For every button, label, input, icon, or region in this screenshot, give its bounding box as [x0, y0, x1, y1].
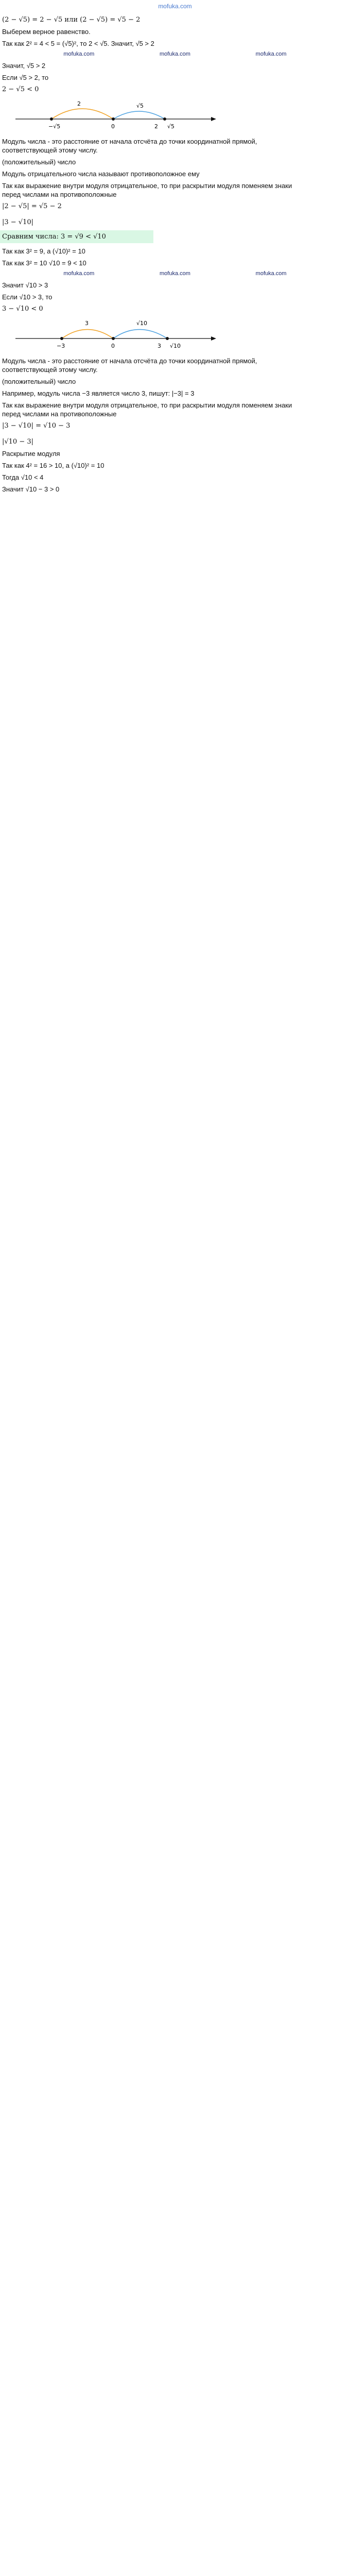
- nl-label: −3: [57, 343, 65, 349]
- watermark: mofuka.com: [255, 51, 287, 57]
- watermark: mofuka.com: [160, 270, 190, 277]
- problem3-header: |√10 − 3|: [2, 438, 34, 446]
- problem2-sub1: Так как 3² = 9, a (√10)² = 10: [2, 247, 85, 255]
- nl-label: 2: [154, 123, 158, 130]
- brand-header[interactable]: mofuka.com: [158, 3, 192, 10]
- watermark-row: [0, 50, 350, 59]
- nl-label: −√5: [48, 123, 61, 130]
- problem1-header: (2 − √5) = 2 − √5 или (2 − √5) = √5 − 2: [2, 16, 141, 24]
- problem1-result: |2 − √5| = √5 − 2: [2, 202, 62, 210]
- number-line-2: [5, 318, 221, 352]
- problem1-step5: 2 − √5 < 0: [2, 86, 39, 93]
- problem2-sub4: Если √10 > 3, то: [2, 293, 52, 301]
- page: [0, 0, 350, 511]
- problem1-rule: Так как выражение внутри модуля отрицательное, то при раскрытии модуля поменяем знаки перед числами на противоположные: [2, 182, 292, 198]
- watermark-row: [0, 269, 350, 279]
- nl-label: √5: [167, 123, 175, 130]
- problem2-positive-note: (положительный) число: [2, 378, 76, 385]
- problem2-header: |3 − √10|: [2, 218, 34, 226]
- problem1-step3: Значит, √5 > 2: [2, 62, 46, 70]
- problem2-result: |3 − √10| = √10 − 3: [2, 422, 71, 430]
- problem2-sub5: 3 − √10 < 0: [2, 305, 43, 313]
- nl-label: 0: [111, 123, 115, 130]
- watermark: mofuka.com: [63, 270, 95, 277]
- number-line-1: [5, 98, 221, 132]
- problem3-step3: Тогда √10 < 4: [2, 473, 44, 481]
- problem2-neg-note: Например, модуль числа −3 является число 3, пишут: |−3| = 3: [2, 389, 195, 397]
- nl-label: 3: [157, 343, 161, 349]
- arc-label: √10: [136, 320, 148, 327]
- nl-label: √10: [170, 343, 181, 349]
- watermark: mofuka.com: [160, 51, 190, 57]
- arc-label: √5: [136, 103, 144, 109]
- problem2-rule: Так как выражение внутри модуля отрицательное, то при раскрытии модуля поменяем знаки перед числами на противоположные: [2, 401, 292, 418]
- problem3-step1: Раскрытие модуля: [2, 450, 60, 457]
- problem2-module-def: Модуль числа - это расстояние от начала отсчёта до точки координатной прямой, соответствующей этому числу.: [2, 357, 257, 374]
- problem3-step2: Так как 4² = 16 > 10, а (√10)² = 10: [2, 462, 104, 469]
- problem1-step1: Выберем верное равенство.: [2, 28, 91, 36]
- arc-label: 2: [77, 100, 81, 107]
- arc-label: 3: [85, 320, 89, 327]
- watermark: mofuka.com: [63, 51, 95, 57]
- problem1-module-def: Модуль числа - это расстояние от начала отсчёта до точки координатной прямой, соответствующей этому числу.: [2, 138, 257, 154]
- problem1-neg-note: Модуль отрицательного числа называют противоположное ему: [2, 170, 200, 178]
- nl-label: 0: [111, 343, 115, 349]
- problem1-step2: Так как 2² = 4 < 5 = (√5)², то 2 < √5. Значит, √5 > 2: [2, 40, 154, 47]
- problem3-step4: Значит √10 − 3 > 0: [2, 485, 60, 493]
- problem1-positive-note: (положительный) число: [2, 158, 76, 166]
- problem2-highlight: Сравним числа: 3 = √9 < √10: [0, 230, 153, 243]
- problem1-step4: Если √5 > 2, то: [2, 74, 49, 81]
- watermark: mofuka.com: [255, 270, 287, 277]
- problem2-sub3: Значит √10 > 3: [2, 281, 48, 289]
- problem2-sub2: Так как 3² = 10 √10 = 9 < 10: [2, 259, 86, 267]
